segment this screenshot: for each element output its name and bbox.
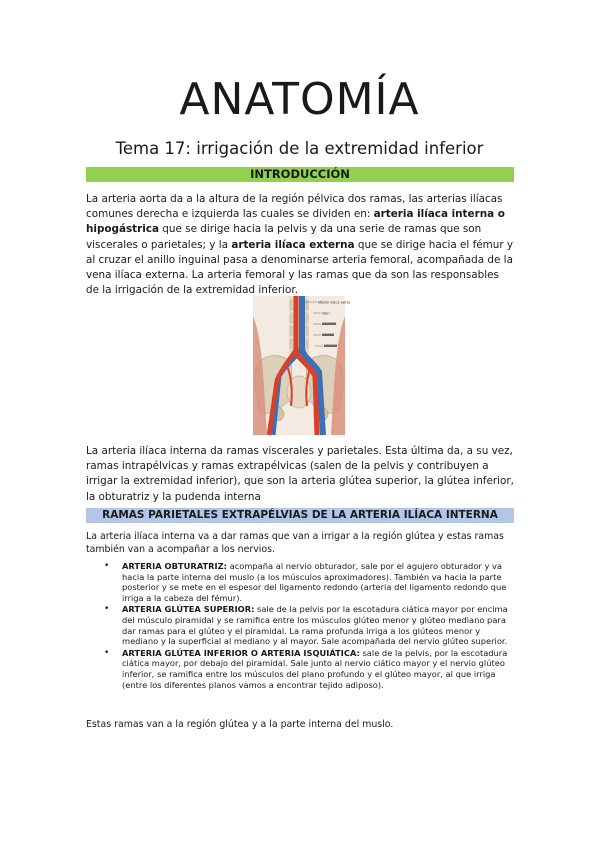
- intro-text-e: que se dirige hacia el fémur y al cruzar el anillo inguinal pasa a denominarse arteria femoral, acompañada de la vena ilíaca externa. La arteria femoral y las ramas que da son las responsables de la irrigación de la extremidad inferior.: [86, 238, 514, 297]
- document-subtitle: Tema 17: irrigación de la extremidad inferior: [115, 139, 484, 158]
- intro-text-a: La arteria aorta da a la altura de la región pélvica dos ramas, las arterias ilíacas comunes derecha e izquierda las cuales se dividen en:: [86, 193, 503, 221]
- bullet-icon: •: [104, 561, 110, 571]
- list-item-obturatriz: [104, 561, 516, 603]
- list-item-glutea-inferior: [104, 648, 516, 690]
- term-iliaca-externa: arteria ilíaca externa: [231, 238, 355, 251]
- item-term: ARTERIA OBTURATRIZ:: [122, 561, 227, 571]
- figure-label-2: Vein: [322, 311, 330, 316]
- pelvic-vessels-illustration: [253, 296, 351, 435]
- parietales-heading: RAMAS PARIETALES EXTRAPÉLVIAS DE LA ARTERIA ILÍACA INTERNA: [86, 508, 514, 523]
- arteries-list: [104, 561, 516, 691]
- parietales-intro: La arteria ilíaca interna va a dar ramas que van a irrigar a la región glútea y estas ramas también van a acompañar a los nervios.: [86, 531, 504, 555]
- list-item-glutea-superior: [104, 604, 516, 646]
- item-term: ARTERIA GLÚTEA INFERIOR O ARTERIA ISQUIÁTICA:: [122, 647, 360, 658]
- term-iliaca-interna: arteria ilíaca interna o hipogástrica: [86, 208, 505, 236]
- item-text: sale de la pelvis por la escotadura ciática mayor por encima del músculo piramidal y se ramifica entre los músculos glúteo menor y glúteo mediano para dar ramas para el glúteo y el piramidal. La rama profunda irriga a los glúteos menor y mediano y la superficial al mediano y al mayor. Sale acompañada del nervio glúteo superior.: [122, 604, 508, 647]
- item-text: sale de la pelvis, por la escotadura ciática mayor, por debajo del piramidal. Sale junto al nervio ciático mayor y el nervio glúteo inferior, se ramifica entre los músculos del plano profundo y el glúteo mayor, al que irriga (entre los diferentes planos vamos a encontrar tejido adiposo).: [122, 647, 508, 690]
- closing-paragraph: Estas ramas van a la región glútea y a la parte interna del muslo.: [86, 719, 394, 730]
- bullet-icon: •: [104, 647, 110, 658]
- intro-heading: INTRODUCCIÓN: [86, 167, 514, 182]
- document-title: ANATOMÍA: [179, 74, 420, 125]
- item-term: ARTERIA GLÚTEA SUPERIOR:: [122, 604, 255, 615]
- figure-label-1: Médio rosca aorta: [318, 300, 351, 305]
- intro-paragraph-1: [86, 192, 514, 298]
- intro-text-c: que se dirige hacia la pelvis y da una serie de ramas que son viscerales o parietales; y la: [86, 223, 482, 251]
- pelvis-artery-drawing: [253, 296, 351, 435]
- intro-paragraph-2: La arteria ilíaca interna da ramas viscerales y parietales. Esta última da, a su vez, ramas intrapélvicas y ramas extrapélvicas (salen de la pelvis y contribuyen a irrigar la extremidad inferior), que son la arteria glútea superior, la glútea inferior, la obturatriz y la pudenda interna: [86, 445, 514, 503]
- bullet-icon: •: [104, 604, 110, 615]
- item-text: acompaña al nervio obturador, sale por el agujero obturador y va hacia la parte interna del muslo (a los músculos aproximadores). También va hacia la parte posterior y se mete en el espesor del ligamento redondo (arteria del ligamento redondo que irriga a la cabeza del fémur).: [122, 561, 507, 603]
